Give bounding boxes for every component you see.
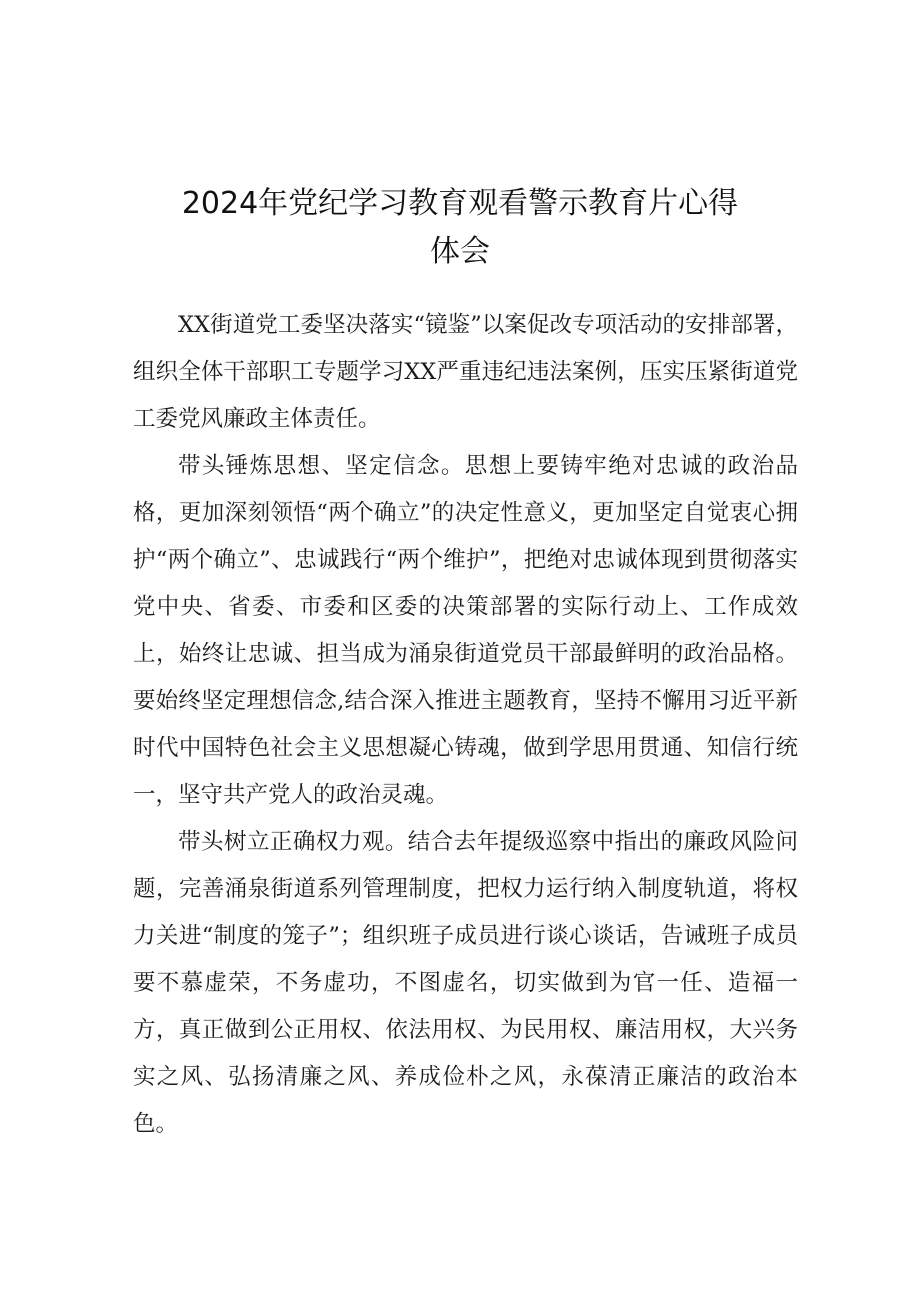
document-body [133, 302, 798, 1148]
paragraph-thought-belief: 带头锤炼思想、坚定信念。思想上要铸牢绝对忠诚的政治品格，更加深刻领悟“两个确立”的决定性意义，更加坚定自觉衷心拥护“两个确立”、忠诚践行“两个维护”，把绝对忠诚体现到贯彻落实党中央、省委、市委和区委的决策部署的实际行动上、工作成效上，始终让忠诚、担当成为涌泉街道党员干部最鲜明的政治品格。要始终坚定理想信念,结合深入推进主题教育，坚持不懈用习近平新时代中国特色社会主义思想凝心铸魂，做到学思用贯通、知信行统一，坚守共产党人的政治灵魂。 [133, 453, 798, 808]
document-title [130, 180, 790, 276]
paragraph-intro: XX街道党工委坚决落实“镜鉴”以案促改专项活动的安排部署，组织全体干部职工专题学习XX严重违纪违法案例，压实压紧街道党工委党风廉政主体责任。 [133, 312, 798, 432]
title-line-1: 2024年党纪学习教育观看警示教育片心得 [181, 186, 739, 222]
title-line-2: 体会 [430, 234, 490, 270]
paragraph-power-view: 带头树立正确权力观。结合去年提级巡察中指出的廉政风险问题，完善涌泉街道系列管理制度，把权力运行纳入制度轨道，将权力关进“制度的笼子”；组织班子成员进行谈心谈话，告诫班子成员要不慕虚荣，不务虚功，不图虚名，切实做到为官一任、造福一方，真正做到公正用权、依法用权、为民用权、廉洁用权，大兴务实之风、弘扬清廉之风、养成俭朴之风，永葆清正廉洁的政治本色。 [133, 829, 798, 1137]
